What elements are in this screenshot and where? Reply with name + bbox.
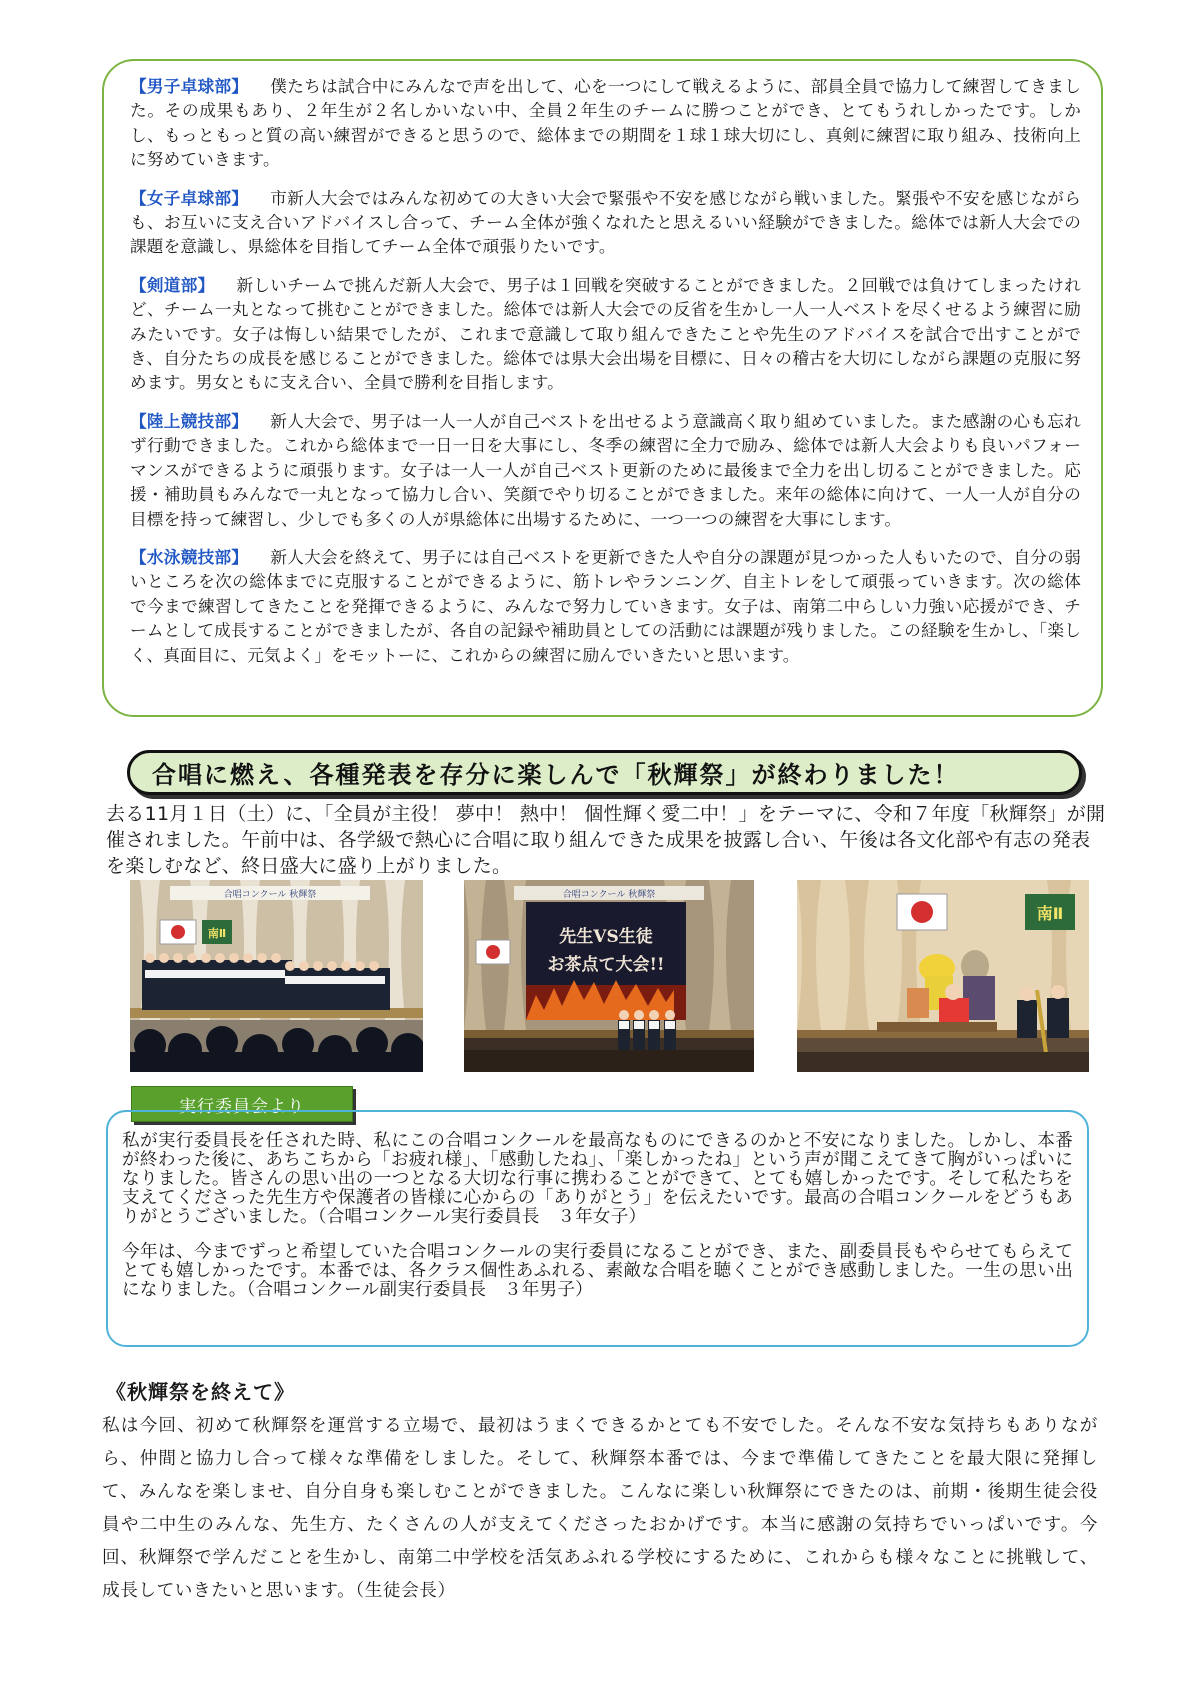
club-text: 市新人大会ではみんな初めての大きい大会で緊張や不安を感じながら戦いました。緊張や不安を感じながらも、お互いに支え合いアドバイスし合って、チーム全体が強くなれたと思えるいい経験ができました。総体では新人大会での課題を意識し、県総体を目指してチーム全体で頑張りたいです。 (130, 188, 1081, 257)
stage-banner-text: 合唱コンクール 秋輝祭 (562, 890, 656, 900)
stage-banner-text: 合唱コンクール 秋輝祭 (223, 890, 317, 900)
screen-text-1: 先生VS生徒 (559, 927, 653, 947)
club-text: 新しいチームで挑んだ新人大会で、男子は１回戦を突破することができました。２回戦では負けてしまったけれど、チーム一丸となって挑むことができました。総体では新人大会での反省を生かし一人一人ベストを尽くせるよう練習に励みたいです。女子は悔しい結果でしたが、これまで意識して取り組んできたことや先生のアドバイスを試合で出すことができ、自分たちの成長を感じることができました。総体では県大会出場を目標に、日々の稽古を大切にしながら課題の克服に努めます。男女ともに支え合い、全員で勝利を目指します。 (130, 275, 1081, 393)
committee-comment-chair: 私が実行委員長を任された時、私にこの合唱コンクールを最高なものにできるのかと不安になりました。しかし、本番が終わった後に、あちこちから「お疲れ様」、「感動したね」、「楽しかったね」という声が聞こえてきて胸がいっぱいになりました。皆さんの思い出の一つとなる大切な行事に携わることができて、とても嬉しかったです。そして私たちを支えてくださった先生方や保護者の皆様に心からの「ありがとう」を伝えたいです。最高の合唱コンクールをどうもありがとうございました。（合唱コンクール実行委員長 ３年女子） (122, 1131, 1073, 1227)
club-heading: 【剣道部】 (130, 275, 215, 295)
club-report-mens-table-tennis (130, 75, 1081, 173)
tea-ceremony-photo (464, 880, 754, 1072)
festival-headline: 合唱に燃え、各種発表を存分に楽しんで「秋輝祭」が終わりました！ (152, 761, 960, 789)
club-text: 新人大会で、男子は一人一人が自己ベストを出せるよう意識高く取り組めていました。また感謝の心も忘れず行動できました。これから総体まで一日一日を大事にし、冬季の練習に全力で励み、総体では新人大会よりも良いパフォーマンスができるように頑張ります。女子は一人一人が自己ベスト更新のために最後まで全力を出し切ることができました。応援・補助員もみんなで一丸となって協力し合い、笑顔でやり切ることができました。来年の総体に向けて、一人一人が自分の目標を持って練習し、少しでも多くの人が県総体に出場するために、一つ一つの練習を大事にします。 (130, 411, 1081, 529)
club-reports-box (102, 59, 1103, 717)
club-text: 僕たちは試合中にみんなで声を出して、心を一つにして戦えるように、部員全員で協力して練習してきました。その成果もあり、２年生が２名しかいない中、全員２年生のチームに勝つことができ、とてもうれしかったです。しかし、もっともっと質の高い練習ができると思うので、総体までの期間を１球１球大切にし、真剣に練習に取り組み、技術向上に努めていきます。 (130, 77, 1081, 170)
club-heading: 【水泳競技部】 (130, 547, 249, 567)
festival-intro: 去る11月１日（土）に、「全員が主役！ 夢中！ 熱中！ 個性輝く愛二中！」をテーマに、令和７年度「秋輝祭」が開催されました。午前中は、各学級で熱心に合唱に取り組んできた成果を披露し合い、午後は各文化部や有志の発表を楽しむなど、終日盛大に盛り上がりました。 (106, 803, 1106, 877)
school-emblem-text: 南Ⅱ (207, 927, 227, 940)
festival-headline-banner (127, 750, 1082, 795)
afterword-body: 私は今回、初めて秋輝祭を運営する立場で、最初はうまくできるかとても不安でした。そんな不安な気持ちもありながら、仲間と協力し合って様々な準備をしました。そして、秋輝祭本番では、今まで準備してきたことを最大限に発揮して、みんなを楽しませ、自分自身も楽しむことができました。こんなに楽しい秋輝祭にできたのは、前期・後期生徒会役員や二中生のみんな、先生方、たくさんの人が支えてくださったおかげです。本当に感謝の気持ちでいっぱいです。今回、秋輝祭で学んだことを生かし、南第二中学校を活気あふれる学校にするために、これからも様々なことに挑戦して、成長していきたいと思います。（生徒会長） (102, 1416, 1098, 1601)
committee-comment-vice-chair: 今年は、今までずっと希望していた合唱コンクールの実行委員になることができ、また、副委員長もやらせてもらえてとても嬉しかったです。本番では、各クラス個性あふれる、素敵な合唱を聴くことができ感動しました。一生の思い出になりました。（合唱コンクール副実行委員長 ３年男子） (122, 1242, 1073, 1300)
club-report-womens-table-tennis (130, 187, 1081, 260)
afterword-title: 《秋輝祭を終えて》 (106, 1380, 295, 1404)
club-report-kendo (130, 274, 1081, 396)
club-heading: 【女子卓球部】 (130, 188, 249, 208)
choir-photo (130, 880, 423, 1072)
club-heading: 【陸上競技部】 (130, 411, 249, 431)
performance-photo (797, 880, 1089, 1072)
club-text: 新人大会を終えて、男子には自己ベストを更新できた人や自分の課題が見つかった人もいたので、自分の弱いところを次の総体までに克服することができるように、筋トレやランニング、自主トレをして頑張っていきます。次の総体で今まで練習してきたことを発揮できるように、みんなで努力していきます。女子は、南第二中らしい力強い応援ができ、チームとして成長することができましたが、各自の記録や補助員としての活動には課題が残りました。この経験を生かし、「楽しく、真面目に、元気よく」をモットーに、これからの練習に励んでいきたいと思います。 (130, 547, 1081, 665)
screen-text-2: お茶点て大会!! (547, 955, 665, 975)
committee-tab-label: 実行委員会より (179, 1096, 305, 1117)
school-emblem-text: 南Ⅱ (1036, 904, 1064, 923)
club-report-swimming (130, 546, 1081, 668)
club-report-track-and-field (130, 410, 1081, 532)
club-heading: 【男子卓球部】 (130, 77, 249, 96)
committee-comments-box (106, 1110, 1089, 1347)
